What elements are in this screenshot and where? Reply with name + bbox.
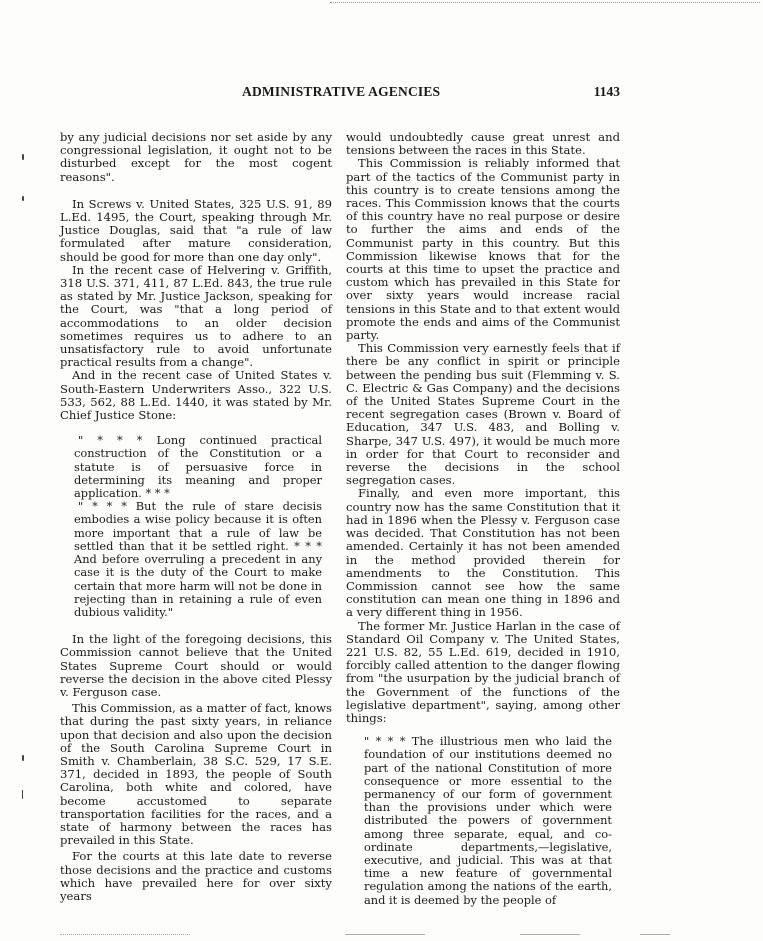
paragraph: by any judicial decisions nor set aside by any congressional legislation, it ought not to be disturbed except for the most cogent reasons".: [60, 130, 332, 184]
quote-paragraph: " * * * Long continued practical construction of the Constitution or a statute is of persuasive force in determining its meaning and proper application. * * *: [74, 433, 322, 501]
margin-mark: [22, 196, 24, 201]
top-dotted-rule: [330, 2, 760, 3]
margin-mark: [22, 755, 24, 761]
bottom-rule: [640, 934, 670, 935]
bottom-rule: [60, 934, 190, 935]
paragraph: Finally, and even more important, this country now has the same Constitution that it had in 1896 when the Plessy v. Ferguson case was decided. That Constitution has not been amended. Certainly it has not been amended in the method provided therein for amendments to the Constitution. This Commission cannot see how the same constitution can mean one thing in 1896 and a very different thing in 1956.: [346, 486, 620, 620]
paragraph: This Commission very earnestly feels that if there be any conflict in spirit or principle between the pending bus suit (Flemming v. S. C. Electric & Gas Company) and the decisions of the United States Supreme Court in the recent segregation cases (Brown v. Board of Education, 347 U.S. 483, and Bolling v. Sharpe, 347 U.S. 497), it would be much more in order for that Court to reconsider and reverse the decisions in the school segregation cases.: [346, 341, 620, 488]
margin-mark: [22, 790, 23, 799]
paragraph: would undoubtedly cause great unrest and tensions between the races in this State.: [346, 130, 620, 158]
right-column: [346, 131, 620, 907]
paragraph: In the light of the foregoing decisions, this Commission cannot believe that the United States Supreme Court should or would reverse the decision in the above cited Plessy v. Ferguson case.: [60, 632, 332, 699]
block-quote: [60, 434, 332, 619]
page-number: 1143: [593, 84, 620, 99]
paragraph: The former Mr. Justice Harlan in the case of Standard Oil Company v. The United States, 221 U.S. 82, 55 L.Ed. 619, decided in 1910, forcibly called attention to the danger flowing from "the usurpation by the judicial branch of the Government of the functions of the legislative department", saying, among other things:: [346, 618, 620, 725]
paragraph: In the recent case of Helvering v. Griffith, 318 U.S. 371, 411, 87 L.Ed. 843, the true rule as stated by Mr. Justice Jackson, speaking for the Court, was "that a long period of accommodations to an older decision sometimes requires us to adhere to an unsatisfactory rule to avoid unfortunate practical results from a change".: [60, 262, 332, 370]
quote-paragraph: " * * * But the rule of stare decisis embodies a wise policy because it is often more important that a rule of law be settled than that it be settled right. * * * And before overruling a precedent in any case it is the duty of the Court to make certain that more harm will not be done in rejecting than in retaining a rule of even dubious validity.": [74, 499, 322, 619]
paragraph: This Commission, as a matter of fact, knows that during the past sixty years, in reliance upon that decision and also upon the decision of the South Carolina Supreme Court in Smith v. Chamberlain, 38 S.C. 529, 17 S.E. 371, decided in 1893, the people of South Carolina, both white and colored, have become accustomed to separate transportation facilities for the races, and a state of harmony between the races has prevailed in this State.: [60, 701, 332, 848]
paragraph: This Commission is reliably informed that part of the tactics of the Communist party in this country is to create tensions among the races. This Commission knows that the courts of this country have no real purpose or desire to further the aims and ends of the Communist party in this country. But this Commission likewise knows that for the courts at this time to upset the practice and custom which has prevailed in this State for over sixty years would increase racial tensions in this State and to that extent would promote the ends and aims of the Communist party.: [346, 156, 620, 343]
quote-paragraph: " * * * The illustrious men who laid the foundation of our institutions deemed no part of the national Constitution of more consequence or more essential to the permanency of our form of government than the provisions under which were distributed the powers of government among three separate, equal, and co-ordinate departments,—legislative, executive, and judicial. This was at that time a new feature of governmental regulation among the nations of the earth, and it is deemed by the people of: [364, 734, 612, 907]
paragraph: In Screws v. United States, 325 U.S. 91, 89 L.Ed. 1495, the Court, speaking through Mr. Justice Douglas, said that "a rule of law formulated after mature consideration, should be good for more than one day only".: [60, 196, 332, 264]
paragraph: For the courts at this late date to reverse those decisions and the practice and customs which have prevailed here for over sixty years: [60, 849, 332, 903]
block-quote: [346, 735, 620, 907]
bottom-rule: [520, 934, 580, 935]
margin-mark: [22, 154, 24, 160]
page-header: [60, 84, 620, 106]
bottom-rule: [345, 934, 425, 935]
running-title: ADMINISTRATIVE AGENCIES: [242, 84, 441, 99]
left-column: [60, 131, 332, 903]
paragraph: And in the recent case of United States v. South-Eastern Underwriters Asso., 322 U.S. 533, 562, 88 L.Ed. 1440, it was stated by Mr. Chief Justice Stone:: [60, 368, 332, 423]
